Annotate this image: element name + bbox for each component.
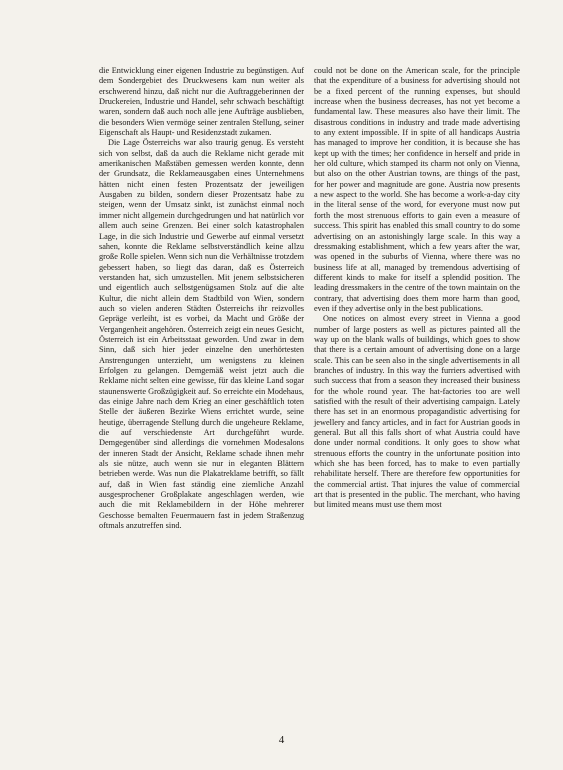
english-text-column [314,66,520,511]
german-text-column [99,66,304,531]
page-number: 4 [278,734,285,746]
paragraph: die Entwicklung einer eigenen Industrie zu begünstigen. Auf dem Sondergebiet des Druckwesens kam nun weiter als erschwerend hinzu, daß nicht nur die Auftraggeberinnen der Druckereien, Industrie und Handel, sehr schwach beschäftigt waren, sondern daß auch noch alle jene Aufträge ausblieben, die besonders Wien vermöge seiner zentralen Stellung, seiner Eigenschaft als Haupt- und Residenzstadt zukamen. [99,66,304,138]
paragraph: could not be done on the American scale, for the principle that the expenditure of a business for advertising should not be a fixed percent of the running expenses, but should increase when the business decreases, has not yet become a fundamental law. These measures also have their limit. The disastrous conditions in industry and trade made advertising to any extent impossible. If in spite of all handicaps Austria has managed to improve her condition, it is because she has kept up with the times; her confidence in herself and pride in her old culture, which stamped its charm not only on Vienna, but also on the other Austrian towns, are things of the past, for her power and magnitude are gone. Austria now presents a new aspect to the world. She has become a work-a-day city in the literal sense of the word, for everyone must now put forth the most strenuous efforts to gain even a measure of success. This spirit has enabled this small country to do some advertising on an astonishingly large scale. In this way a dressmaking establishment, which a few years after the war, was opened in the suburbs of Vienna, where there was no business life at all, managed by tremendous advertising of different kinds to make for itself a splendid position. The leading dressmakers in the centre of the town maintain on the contrary, that advertising does them more harm than good, even if they advertise only in the best publications. [314,66,520,313]
paragraph: One notices on almost every street in Vienna a good number of large posters as well as pictures painted all the way up on the blank walls of buildings, which goes to show that there is a certain amount of advertising done on a large scale. This can be seen also in the single advertisements in all branches of industry. In this way the furriers advertised with such success that from a season they increased their business for the whole round year. The hat-factories too are well satisfied with the result of their advertising campaign. Lately there has set in an enormous propagandistic advertising for jewellery and fancy articles, and in fact for Austrian goods in general. But all this falls short of what Austria could have done under normal conditions. It only goes to show what strenuous efforts the country in the unfortunate position into which she has been forced, has to make to even partially rehabilitate herself. There are therefore few opportunities for the commercial artist. That injures the value of commercial art that is presented in the public. The merchant, who having but limited means must use them most [314,314,520,510]
paragraph: Die Lage Österreichs war also traurig genug. Es versteht sich von selbst, daß da auch die Reklame nicht gerade mit amerikanischen Maßstäben gemessen werden konnte, denn der Grundsatz, die Reklameausgaben eines Unternehmens hätten nicht einen festen Prozentsatz der jeweiligen Ausgaben zu bilden, sondern dieser Prozentsatz habe zu steigen, wenn der Umsatz sinkt, ist zunächst einmal noch immer nicht allgemein durchgedrungen und hat natürlich vor allem auch seine Grenzen. Bei einer solch katastrophalen Lage, in die sich Industrie und Gewerbe auf einmal versetzt sahen, konnte die Reklame selbstverständlich keine allzu große Rolle spielen. Wenn sich nun die Verhältnisse trotzdem gebessert haben, so liegt das daran, daß es Österreich verstanden hat, sich umzustellen. Mit jenem selbstsicheren und eigentlich auch selbstgenügsamen Stolz auf die alte Kultur, die nicht allein dem Stadtbild von Wien, sondern auch so vielen anderen Städten Österreichs ihr reizvolles Gepräge verleiht, ist es vorbei, da Macht und Größe der Vergangenheit angehören. Österreich zeigt ein neues Gesicht, Österreich ist ein Arbeitsstaat geworden. Und zwar in dem Sinn, daß sich hier jeder einzelne den unerhörtesten Anstrengungen unterzieht, um wenigstens zu kleinen Erfolgen zu gelangen. Demgemäß weist jetzt auch die Reklame nicht selten eine gewisse, für das kleine Land sogar staunenswerte Großzügigkeit auf. So erreichte ein Modehaus, das einige Jahre nach dem Krieg an einer geschäftlich toten Stelle der äußeren Bezirke Wiens errichtet wurde, seine heutige, überragende Stellung durch die ungeheure Reklame, die auf verschiedenste Art durchgeführt wurde. Demgegenüber sind allerdings die vornehmen Modesalons der inneren Stadt der Ansicht, Reklame schade ihnen mehr als sie nütze, auch wenn sie nur in eleganten Blättern betrieben werde. Was nun die Plakatreklame betrifft, so fällt auf, daß in Wien fast ständig eine ziemliche Anzahl ausgesprochener Großplakate angeschlagen werden, wie auch die mit Reklamebildern in der Höhe mehrerer Geschosse bemalten Feuermauern fast in jedem Straßenzug oftmals anzutreffen sind. [99,138,304,531]
